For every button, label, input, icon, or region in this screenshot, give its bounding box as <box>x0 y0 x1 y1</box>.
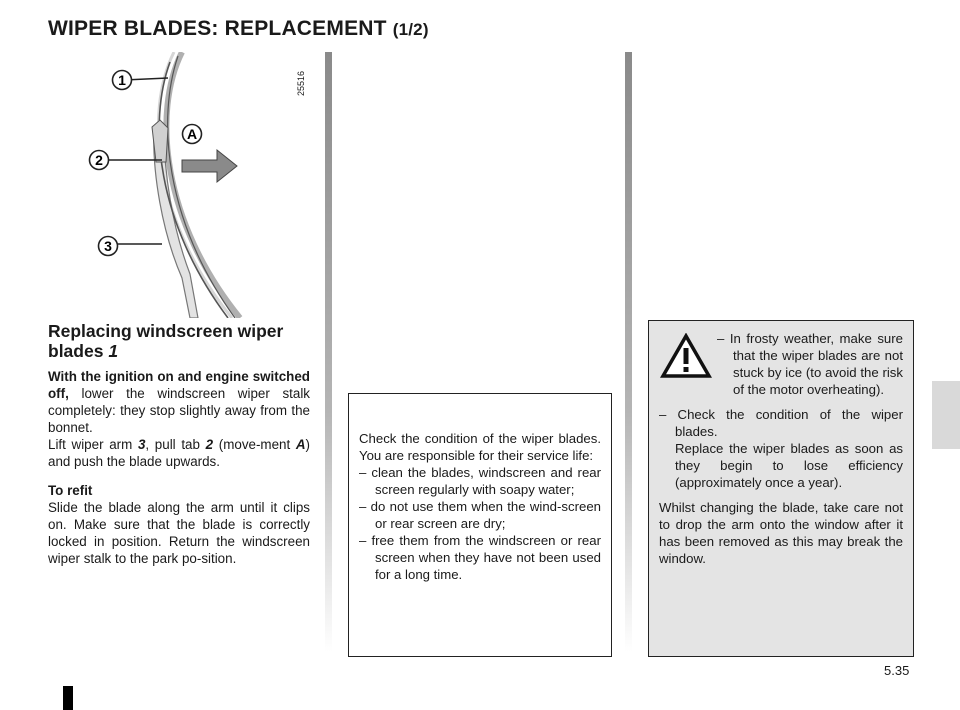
corner-mark <box>63 686 73 710</box>
refit-heading: To refit <box>48 483 93 498</box>
info-box-item: – free them from the windscreen or rear screen when they have not been used for a long time. <box>359 533 601 582</box>
instruction-bold-lead: With the ignition on and engine switched off, <box>48 369 310 401</box>
callout-2-label: 2 <box>95 152 103 168</box>
section-heading <box>48 321 318 361</box>
para2-part-d: ) and push the blade upwards. <box>48 437 311 469</box>
callout-1 <box>113 71 132 90</box>
callout-2 <box>90 151 109 170</box>
callout-1-label: 1 <box>118 72 126 88</box>
movement-arrow <box>182 150 237 182</box>
instructions-text <box>48 368 310 567</box>
warning-item-check-cont: Replace the wiper blades as soon as they begin to lose efficiency (approximately once a year). <box>675 441 903 490</box>
warning-item-check: – Check the condition of the wiper blades. <box>659 407 903 439</box>
drawing-number: 25516 <box>296 70 306 96</box>
chapter-tab <box>932 381 960 449</box>
section-heading-ref: 1 <box>108 341 119 361</box>
info-box-intro: Check the condition of the wiper blades. You are responsible for their service life: <box>359 431 601 463</box>
para2-part-a: Lift wiper arm <box>48 437 138 452</box>
section-heading-text: Replacing windscreen wiper blades <box>48 321 284 361</box>
info-box-item: – do not use them when the wind-screen or rear screen are dry; <box>359 499 601 531</box>
callout-3 <box>99 237 118 256</box>
warning-closing: Whilst changing the blade, take care not to drop the arm onto the window after it has been removed as this may break the window. <box>659 500 903 566</box>
warning-item-frost: – In frosty weather, make sure that the wiper blades are not stuck by ice (to avoid the risk of the motor overheating). <box>717 331 903 397</box>
callout-3-label: 3 <box>104 238 112 254</box>
refit-text: Slide the blade along the arm until it clips on. Make sure that the blade is correctly locked in position. Return the windscreen wiper stalk to the park po-sition. <box>48 500 310 566</box>
page-title-text: WIPER BLADES: REPLACEMENT <box>48 17 387 40</box>
column-divider-right <box>625 52 632 652</box>
wiper-blade-illustration <box>82 52 322 318</box>
info-box <box>348 393 612 657</box>
warning-triangle-icon <box>660 333 712 379</box>
instruction-paragraph-2 <box>48 436 310 470</box>
para2-part-b: , pull tab <box>145 437 206 452</box>
movement-label-a <box>183 125 202 144</box>
page-title <box>48 17 429 41</box>
instruction-paragraph-1 <box>48 368 310 436</box>
para2-part-c: (move-ment <box>213 437 296 452</box>
page-title-suffix: (1/2) <box>392 20 429 39</box>
info-box-item: – clean the blades, windscreen and rear screen regularly with soapy water; <box>359 465 601 497</box>
ref-a: A <box>295 437 306 452</box>
ref-3: 3 <box>137 437 146 452</box>
column-divider-left <box>325 52 332 652</box>
page-number: 5.35 <box>884 663 910 678</box>
ref-2: 2 <box>205 437 214 452</box>
instruction-para1-rest: lower the windscreen wiper stalk completely: they stop slightly away from the bonnet. <box>48 386 310 435</box>
warning-box <box>648 320 914 657</box>
movement-label-a-text: A <box>186 126 198 142</box>
